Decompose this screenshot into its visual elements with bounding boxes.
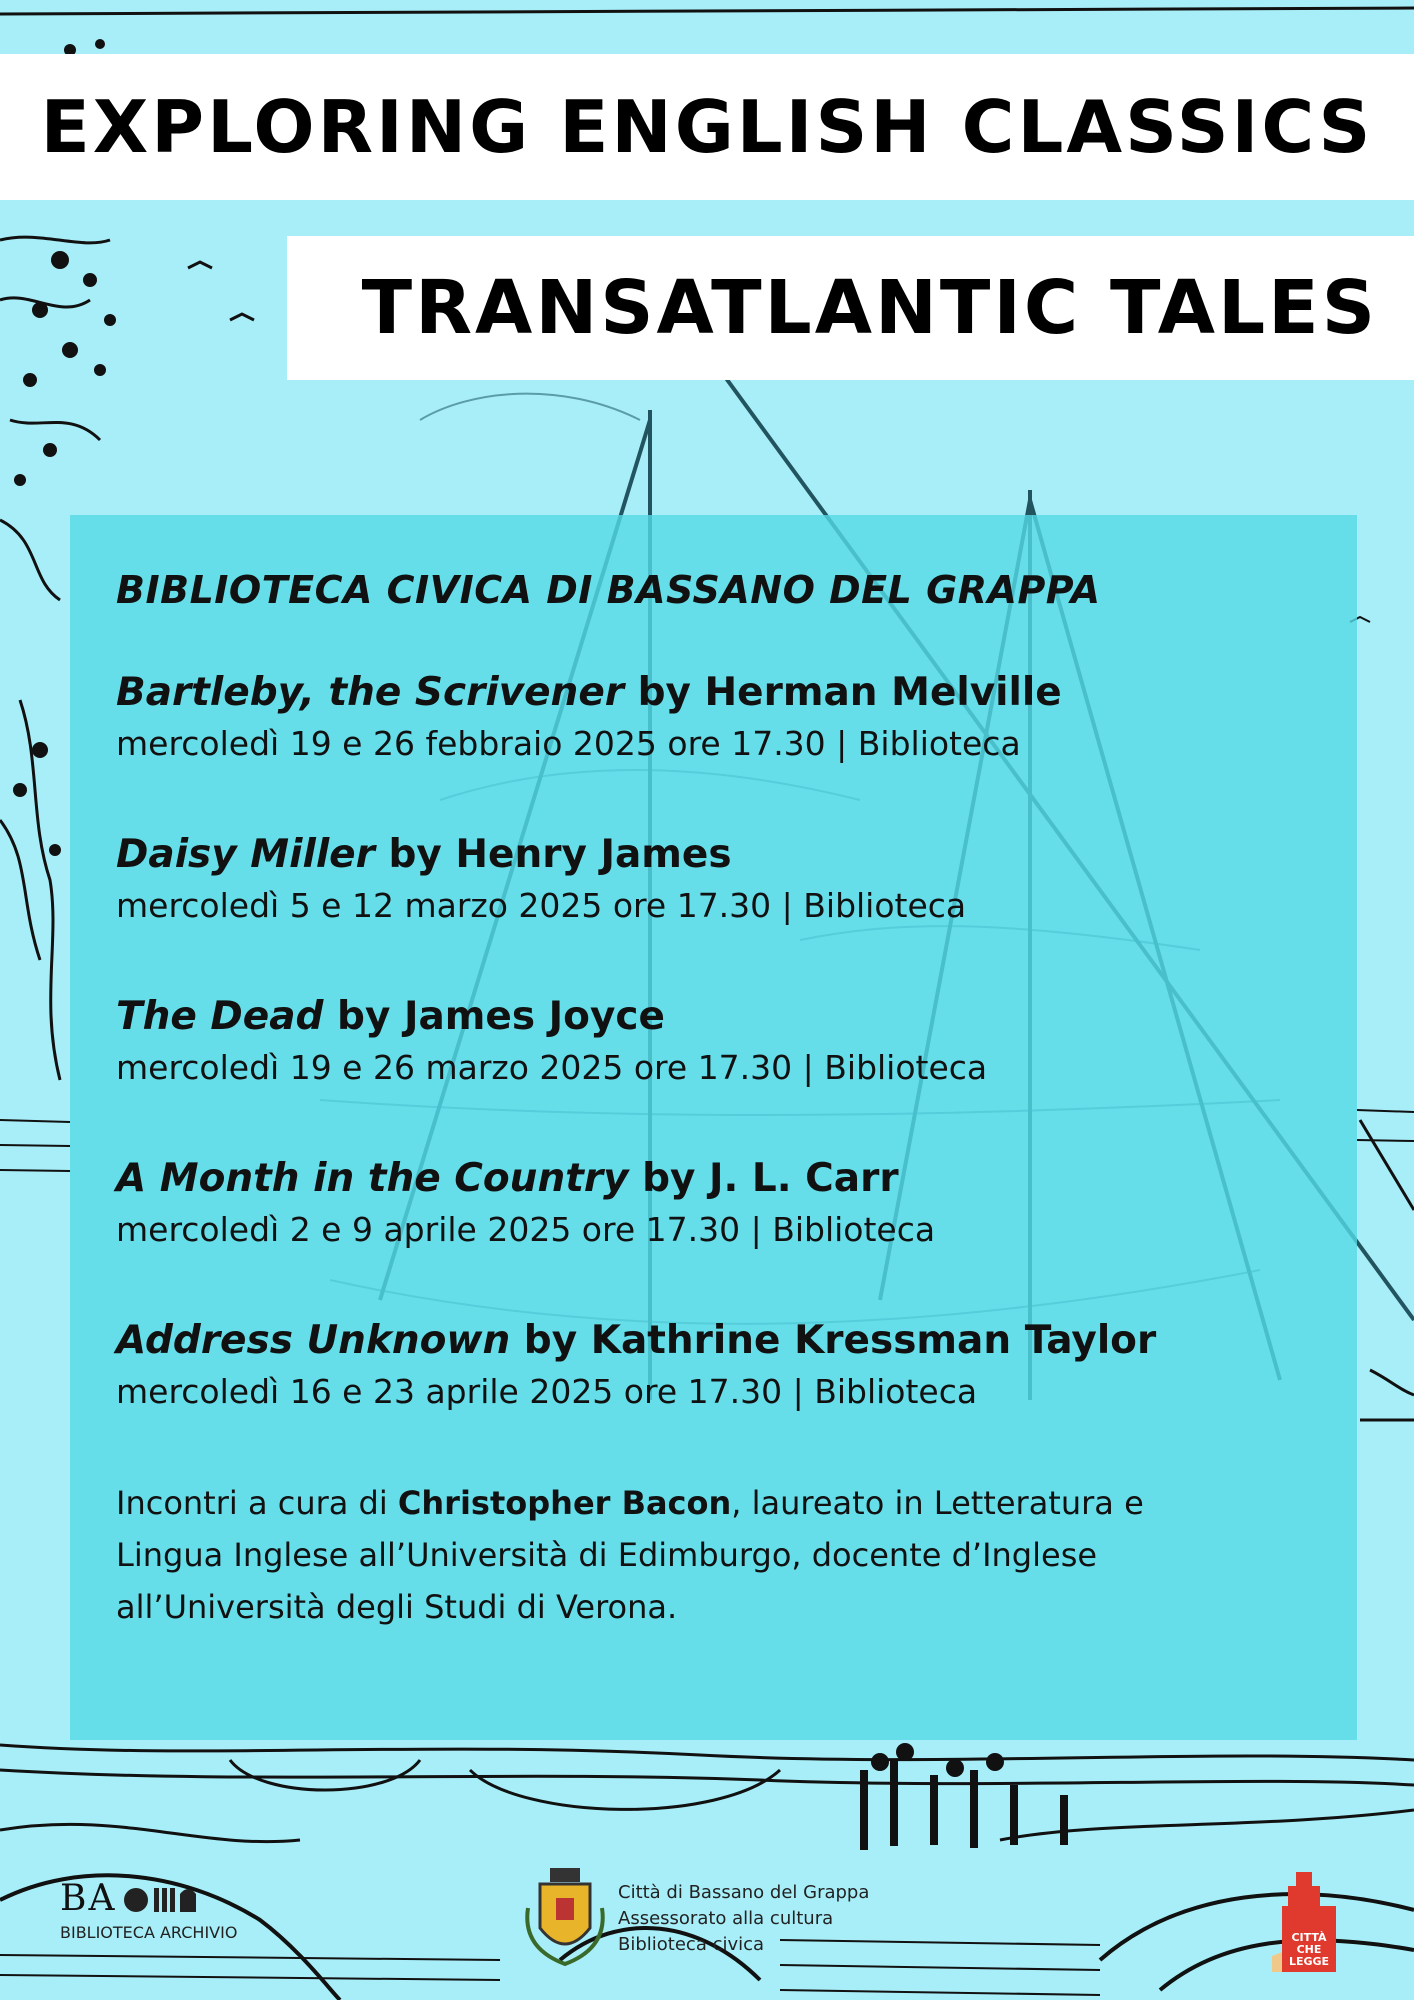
comune-line: Città di Bassano del Grappa [618, 1882, 870, 1903]
event-schedule: mercoledì 19 e 26 febbraio 2025 ore 17.30 | Biblioteca [116, 724, 1021, 763]
author: by Henry James [374, 832, 732, 877]
main-title-banner [0, 54, 1414, 200]
main-title: EXPLORING ENGLISH CLASSICS [40, 85, 1374, 169]
author: by James Joyce [323, 994, 665, 1039]
venue-heading: BIBLIOTECA CIVICA DI BASSANO DEL GRAPPA [116, 568, 1101, 612]
event-title [116, 1316, 1156, 1366]
credits-suffix: , laureato in Letteratura e Lingua Inglese all’Università di Edimburgo, docente d’Inglese all’Università degli Studi di Verona. [116, 1484, 1144, 1626]
work-title: Daisy Miller [116, 832, 375, 877]
event-item [116, 668, 1062, 770]
event-schedule: mercoledì 2 e 9 aprile 2025 ore 17.30 | Biblioteca [116, 1210, 936, 1249]
event-item [116, 1316, 1156, 1418]
event-title [116, 1154, 935, 1204]
event-item [116, 830, 966, 932]
work-title: Address Unknown [116, 1318, 511, 1363]
curator-name: Christopher Bacon [397, 1484, 732, 1522]
event-title [116, 992, 987, 1042]
comune-credits [618, 1880, 869, 1958]
citta-logo-text: CITTÀ CHE LEGGE [1288, 1931, 1330, 1968]
event-schedule: mercoledì 16 e 23 aprile 2025 ore 17.30 | Biblioteca [116, 1372, 978, 1411]
author: by Kathrine Kressman Taylor [510, 1318, 1157, 1363]
work-title: A Month in the Country [116, 1156, 629, 1201]
biblio-glyphs-icon [122, 1882, 202, 1916]
credits-paragraph [116, 1477, 1256, 1633]
subtitle: TRANSATLANTIC TALES [361, 265, 1378, 351]
event-title [116, 830, 966, 880]
event-item [116, 992, 987, 1094]
event-schedule: mercoledì 5 e 12 marzo 2025 ore 17.30 | Biblioteca [116, 886, 967, 925]
citta-che-legge-logo [1268, 1872, 1348, 1980]
work-title: The Dead [116, 994, 324, 1039]
biblio-caption: BIBLIOTECA ARCHIVIO [60, 1923, 238, 1942]
event-item [116, 1154, 935, 1256]
coat-of-arms-icon [522, 1868, 608, 1968]
author: by J. L. Carr [628, 1156, 899, 1201]
author: by Herman Melville [624, 670, 1062, 715]
work-title: Bartleby, the Scrivener [116, 670, 625, 715]
event-title [116, 668, 1062, 718]
biblio-mark: BA [60, 1878, 117, 1919]
event-schedule: mercoledì 19 e 26 marzo 2025 ore 17.30 | Biblioteca [116, 1048, 988, 1087]
comune-line: Biblioteca civica [618, 1934, 765, 1955]
subtitle-banner [287, 236, 1414, 380]
biblioteca-archivio-logo [60, 1878, 237, 1942]
comune-line: Assessorato alla cultura [618, 1908, 834, 1929]
credits-prefix: Incontri a cura di [116, 1484, 398, 1522]
